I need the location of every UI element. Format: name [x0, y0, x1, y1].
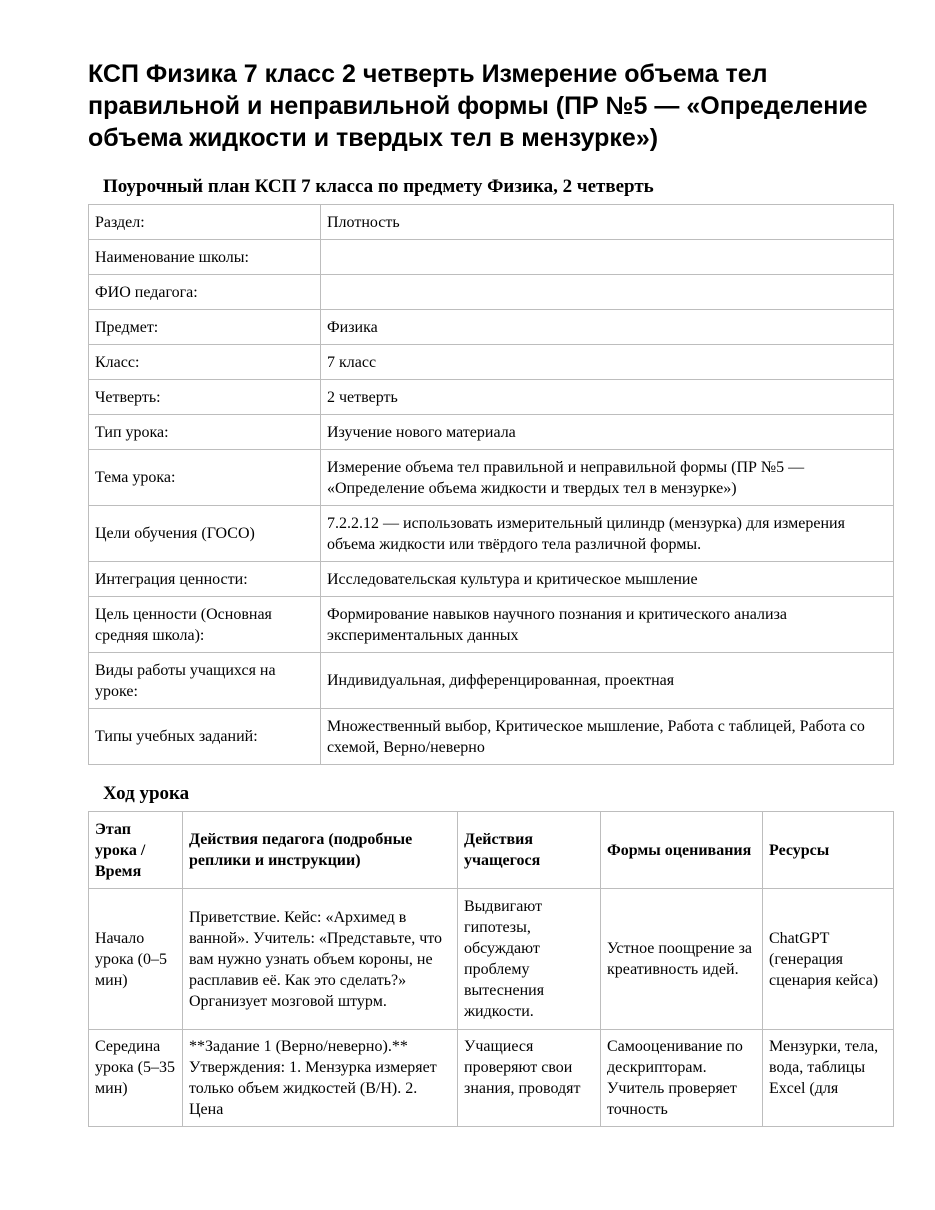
table-row — [89, 345, 894, 380]
table-row — [89, 709, 894, 765]
document-page — [88, 58, 893, 1127]
table-row — [89, 889, 894, 1030]
info-value — [321, 275, 894, 310]
table-row — [89, 275, 894, 310]
table-header-row — [89, 812, 894, 889]
info-value: Исследовательская культура и критическое мышление — [321, 562, 894, 597]
column-header: Действия педагога (подробные реплики и инструкции) — [183, 812, 458, 889]
table-row — [89, 380, 894, 415]
info-label: Тип урока: — [89, 415, 321, 450]
info-label: Класс: — [89, 345, 321, 380]
table-cell: ChatGPT (генерация сценария кейса) — [763, 889, 894, 1030]
column-header: Этап урока / Время — [89, 812, 183, 889]
info-value: 7.2.2.12 — использовать измерительный цилиндр (мензурка) для измерения объема жидкости или твёрдого тела различной формы. — [321, 506, 894, 562]
lesson-heading: Ход урока — [103, 783, 190, 804]
info-label: Виды работы учащихся на уроке: — [89, 653, 321, 709]
info-value — [321, 240, 894, 275]
info-label: ФИО педагога: — [89, 275, 321, 310]
table-cell: Мензурки, тела, вода, таблицы Excel (для — [763, 1030, 894, 1127]
info-label: Цели обучения (ГОСО) — [89, 506, 321, 562]
table-row — [89, 205, 894, 240]
table-cell: Учащиеся проверяют свои знания, проводят — [458, 1030, 601, 1127]
info-value: Индивидуальная, дифференцированная, проектная — [321, 653, 894, 709]
column-header: Ресурсы — [763, 812, 894, 889]
table-cell: Середина урока (5–35 мин) — [89, 1030, 183, 1127]
lesson-info-table — [88, 204, 894, 765]
plan-heading: Поурочный план КСП 7 класса по предмету Физика, 2 четверть — [103, 176, 654, 197]
info-label: Наименование школы: — [89, 240, 321, 275]
info-value: 7 класс — [321, 345, 894, 380]
info-label: Предмет: — [89, 310, 321, 345]
table-row — [89, 597, 894, 653]
table-cell: Выдвигают гипотезы, обсуждают проблему вытеснения жидкости. — [458, 889, 601, 1030]
info-label: Тема урока: — [89, 450, 321, 506]
table-cell: Устное поощрение за креативность идей. — [601, 889, 763, 1030]
table-cell: **Задание 1 (Верно/неверно).** Утверждения: 1. Мензурка измеряет только объем жидкостей (В/Н). 2. Цена — [183, 1030, 458, 1127]
table-cell: Приветствие. Кейс: «Архимед в ванной». Учитель: «Представьте, что вам нужно узнать объем короны, не расплавив её. Как это сделать?» Организует мозговой штурм. — [183, 889, 458, 1030]
lesson-steps-table — [88, 811, 894, 1127]
column-header: Формы оценивания — [601, 812, 763, 889]
info-value: Множественный выбор, Критическое мышление, Работа с таблицей, Работа со схемой, Верно/неверно — [321, 709, 894, 765]
info-value: Изучение нового материала — [321, 415, 894, 450]
info-value: Измерение объема тел правильной и неправильной формы (ПР №5 — «Определение объема жидкости и твердых тел в мензурке») — [321, 450, 894, 506]
table-row — [89, 415, 894, 450]
info-label: Цель ценности (Основная средняя школа): — [89, 597, 321, 653]
info-value: Физика — [321, 310, 894, 345]
info-value: Плотность — [321, 205, 894, 240]
info-label: Типы учебных заданий: — [89, 709, 321, 765]
info-label: Четверть: — [89, 380, 321, 415]
info-label: Раздел: — [89, 205, 321, 240]
table-row — [89, 1030, 894, 1127]
table-row — [89, 240, 894, 275]
table-cell: Начало урока (0–5 мин) — [89, 889, 183, 1030]
info-label: Интеграция ценности: — [89, 562, 321, 597]
document-title: КСП Физика 7 класс 2 четверть Измерение объема тел правильной и неправильной формы (ПР №5 — «Определение объема жидкости и твердых тел в мензурке») — [88, 60, 868, 152]
info-value: Формирование навыков научного познания и критического анализа экспериментальных данных — [321, 597, 894, 653]
table-row — [89, 653, 894, 709]
table-row — [89, 450, 894, 506]
table-row — [89, 562, 894, 597]
info-value: 2 четверть — [321, 380, 894, 415]
table-row — [89, 506, 894, 562]
table-row — [89, 310, 894, 345]
table-cell: Самооценивание по дескрипторам. Учитель проверяет точность — [601, 1030, 763, 1127]
column-header: Действия учащегося — [458, 812, 601, 889]
